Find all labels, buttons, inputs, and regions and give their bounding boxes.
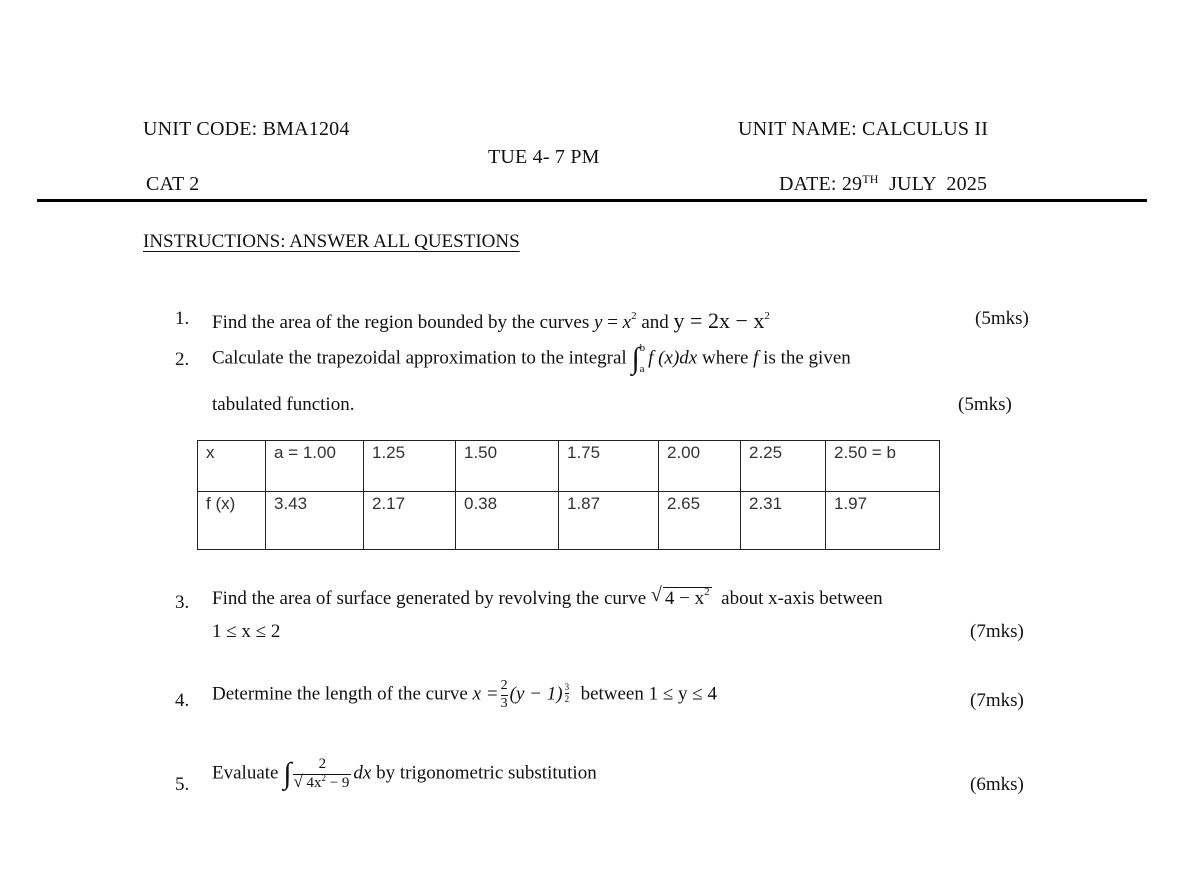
- integrand-fraction: 2 √ $4x^2 - 9$: [293, 756, 350, 791]
- table-cell: 2.25: [741, 441, 826, 492]
- fraction: $\frac{2}{3}$: [500, 678, 508, 711]
- exam-time: TUE 4- 7 PM: [488, 146, 600, 168]
- unit-code: UNIT CODE: BMA1204: [143, 118, 350, 140]
- table-cell: 2.00: [659, 441, 741, 492]
- question-3-text: Find the area of surface generated by revolving the curve √ $4 - x^2$ about x-axis between: [212, 584, 883, 609]
- header-divider: [37, 199, 1147, 202]
- question-1-text: Find the area of the region bounded by the curves $y = x^2$ and $y = 2x - x^2$: [212, 308, 770, 333]
- table-cell: 0.38: [456, 492, 559, 550]
- table-cell: x: [198, 441, 266, 492]
- table-cell: 1.87: [559, 492, 659, 550]
- cat-label: CAT 2: [146, 173, 200, 195]
- question-3-range: 1 ≤ x ≤ 2: [212, 621, 281, 642]
- table-cell: 1.75: [559, 441, 659, 492]
- question-1-number: 1.: [175, 308, 190, 329]
- question-1-marks: (5mks): [975, 308, 1029, 329]
- table-cell: 3.43: [266, 492, 364, 550]
- instructions: INSTRUCTIONS: ANSWER ALL QUESTIONS: [143, 231, 520, 252]
- table-cell: 2.50 = b: [826, 441, 940, 492]
- tabulated-function-table: [197, 440, 940, 550]
- question-2-number: 2.: [175, 349, 190, 370]
- question-2-marks: (5mks): [958, 394, 1012, 415]
- integral-sign: ∫: [283, 757, 292, 791]
- table-cell: 2.17: [364, 492, 456, 550]
- question-2-text-line2: tabulated function.: [212, 394, 355, 415]
- table-cell: 1.25: [364, 441, 456, 492]
- question-4-text: Determine the length of the curve x = $\frac{2}{3}$ (y − 1) $\frac{3}{2}$ between 1 ≤ y ≤ 4: [212, 678, 717, 711]
- integral-sign: ∫: [631, 342, 640, 375]
- exponent-fraction: $\frac{3}{2}$: [564, 681, 570, 704]
- exam-date: DATE: 29TH JULY 2025: [779, 172, 988, 195]
- question-5-text: Evaluate ∫ 2 √ $4x^2 - 9$ dx by trigonometric substitution: [212, 756, 597, 791]
- table-cell: a = 1.00: [266, 441, 364, 492]
- square-root: √ $4 - x^2$: [650, 584, 710, 609]
- table-cell: 1.97: [826, 492, 940, 550]
- table-row-fx: [198, 492, 940, 550]
- unit-name: UNIT NAME: CALCULUS II: [738, 118, 989, 140]
- table-row-x: [198, 441, 940, 492]
- question-2-text: Calculate the trapezoidal approximation to the integral ∫ b a f (x)dx where f is the given: [212, 342, 851, 375]
- question-4-marks: (7mks): [970, 690, 1024, 711]
- table-cell: 2.65: [659, 492, 741, 550]
- question-3-marks: (7mks): [970, 621, 1024, 642]
- table-cell: f (x): [198, 492, 266, 550]
- table-cell: 2.31: [741, 492, 826, 550]
- table-cell: 1.50: [456, 441, 559, 492]
- question-5-number: 5.: [175, 774, 190, 795]
- question-5-marks: (6mks): [970, 774, 1024, 795]
- question-4-number: 4.: [175, 690, 190, 711]
- question-3-number: 3.: [175, 592, 190, 613]
